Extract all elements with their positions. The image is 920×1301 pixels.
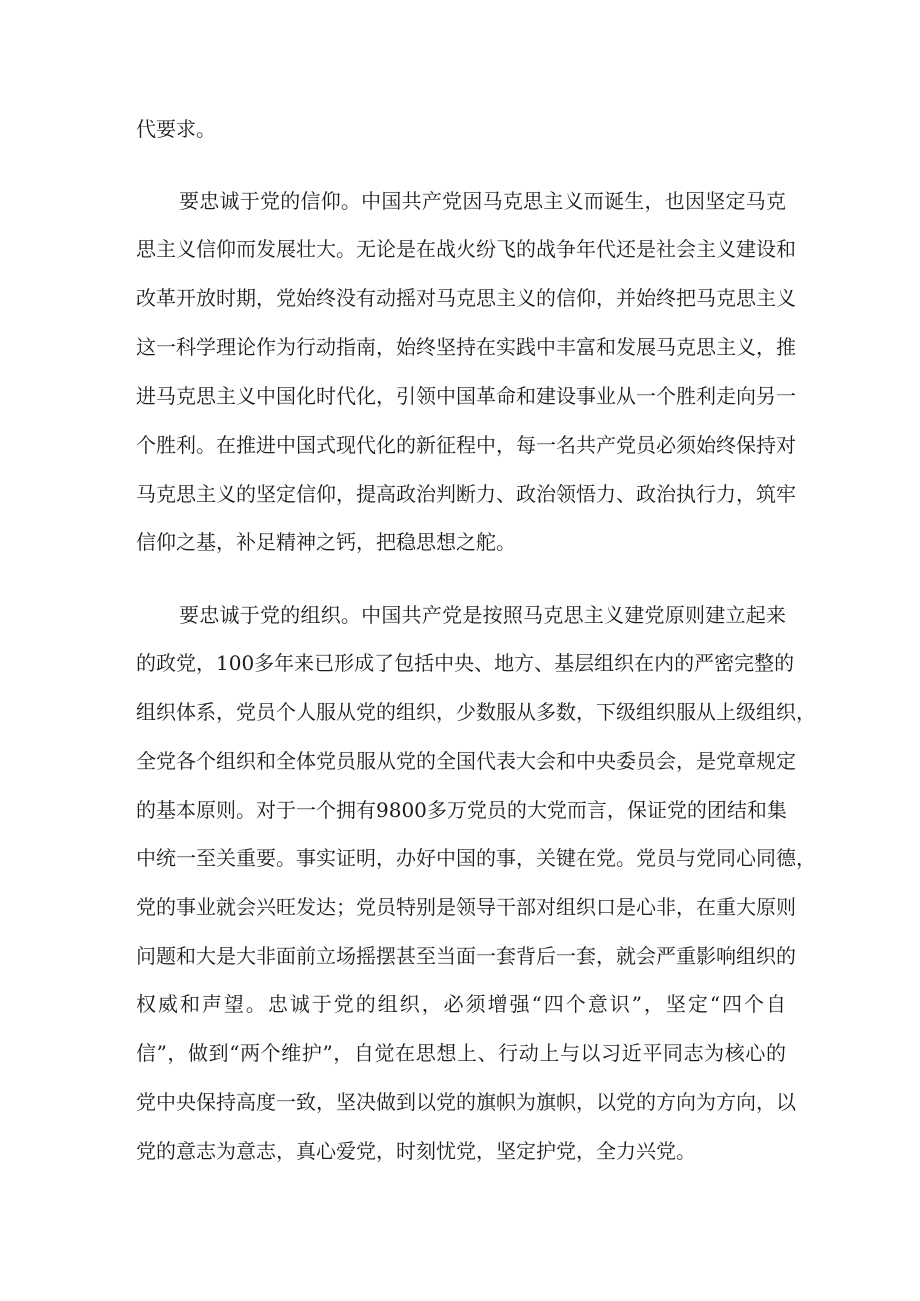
paragraph-line: 党的事业就会兴旺发达；党员特别是领导干部对组织口是心非，在重大原则 <box>136 895 796 919</box>
paragraph-line: 的基本原则。对于一个拥有9800多万党员的大党而言，保证党的团结和集 <box>136 798 787 822</box>
paragraph-line: 组织体系，党员个人服从党的组织，少数服从多数，下级组织服从上级组织， <box>136 700 816 724</box>
paragraph-line: 的政党，100多年来已形成了包括中央、地方、基层组织在内的严密完整的 <box>136 651 795 675</box>
top-fragment: 代要求。 <box>136 117 216 141</box>
paragraph-line: 问题和大是大非面前立场摇摆甚至当面一套背后一套，就会严重影响组织的 <box>136 944 796 968</box>
paragraph-line: 党中央保持高度一致，坚决做到以党的旗帜为旗帜，以党的方向为方向，以 <box>136 1090 796 1114</box>
paragraph-line: 马克思主义的坚定信仰，提高政治判断力、政治领悟力、政治执行力，筑牢 <box>136 482 796 506</box>
paragraph-line: 思主义信仰而发展壮大。无论是在战火纷飞的战争年代还是社会主义建设和 <box>136 237 796 261</box>
paragraph-line: 进马克思主义中国化时代化，引领中国革命和建设事业从一个胜利走向另一 <box>136 384 796 408</box>
paragraph-line: 改革开放时期，党始终没有动摇对马克思主义的信仰，并始终把马克思主义 <box>136 286 796 310</box>
paragraph-line: 要忠诚于党的组织。中国共产党是按照马克思主义建党原则建立起来 <box>179 603 786 627</box>
paragraph-line: 中统一至关重要。事实证明，办好中国的事，关键在党。党员与党同心同德， <box>136 846 816 870</box>
paragraph-line: 信”，做到“两个维护”，自觉在思想上、行动上与以习近平同志为核心的 <box>136 1041 786 1065</box>
paragraph-line: 这一科学理论作为行动指南，始终坚持在实践中丰富和发展马克思主义，推 <box>136 335 796 359</box>
paragraph-line: 要忠诚于党的信仰。中国共产党因马克思主义而诞生，也因坚定马克 <box>179 189 786 213</box>
paragraph-line: 权威和声望。忠诚于党的组织，必须增强“四个意识”，坚定“四个自 <box>136 992 786 1016</box>
paragraph-line: 个胜利。在推进中国式现代化的新征程中，每一名共产党员必须始终保持对 <box>136 433 796 457</box>
paragraph-line: 信仰之基，补足精神之钙，把稳思想之舵。 <box>136 530 516 554</box>
paragraph-line: 全党各个组织和全体党员服从党的全国代表大会和中央委员会，是党章规定 <box>136 749 796 773</box>
paragraph-line: 党的意志为意志，真心爱党，时刻忧党，坚定护党，全力兴党。 <box>136 1139 696 1163</box>
